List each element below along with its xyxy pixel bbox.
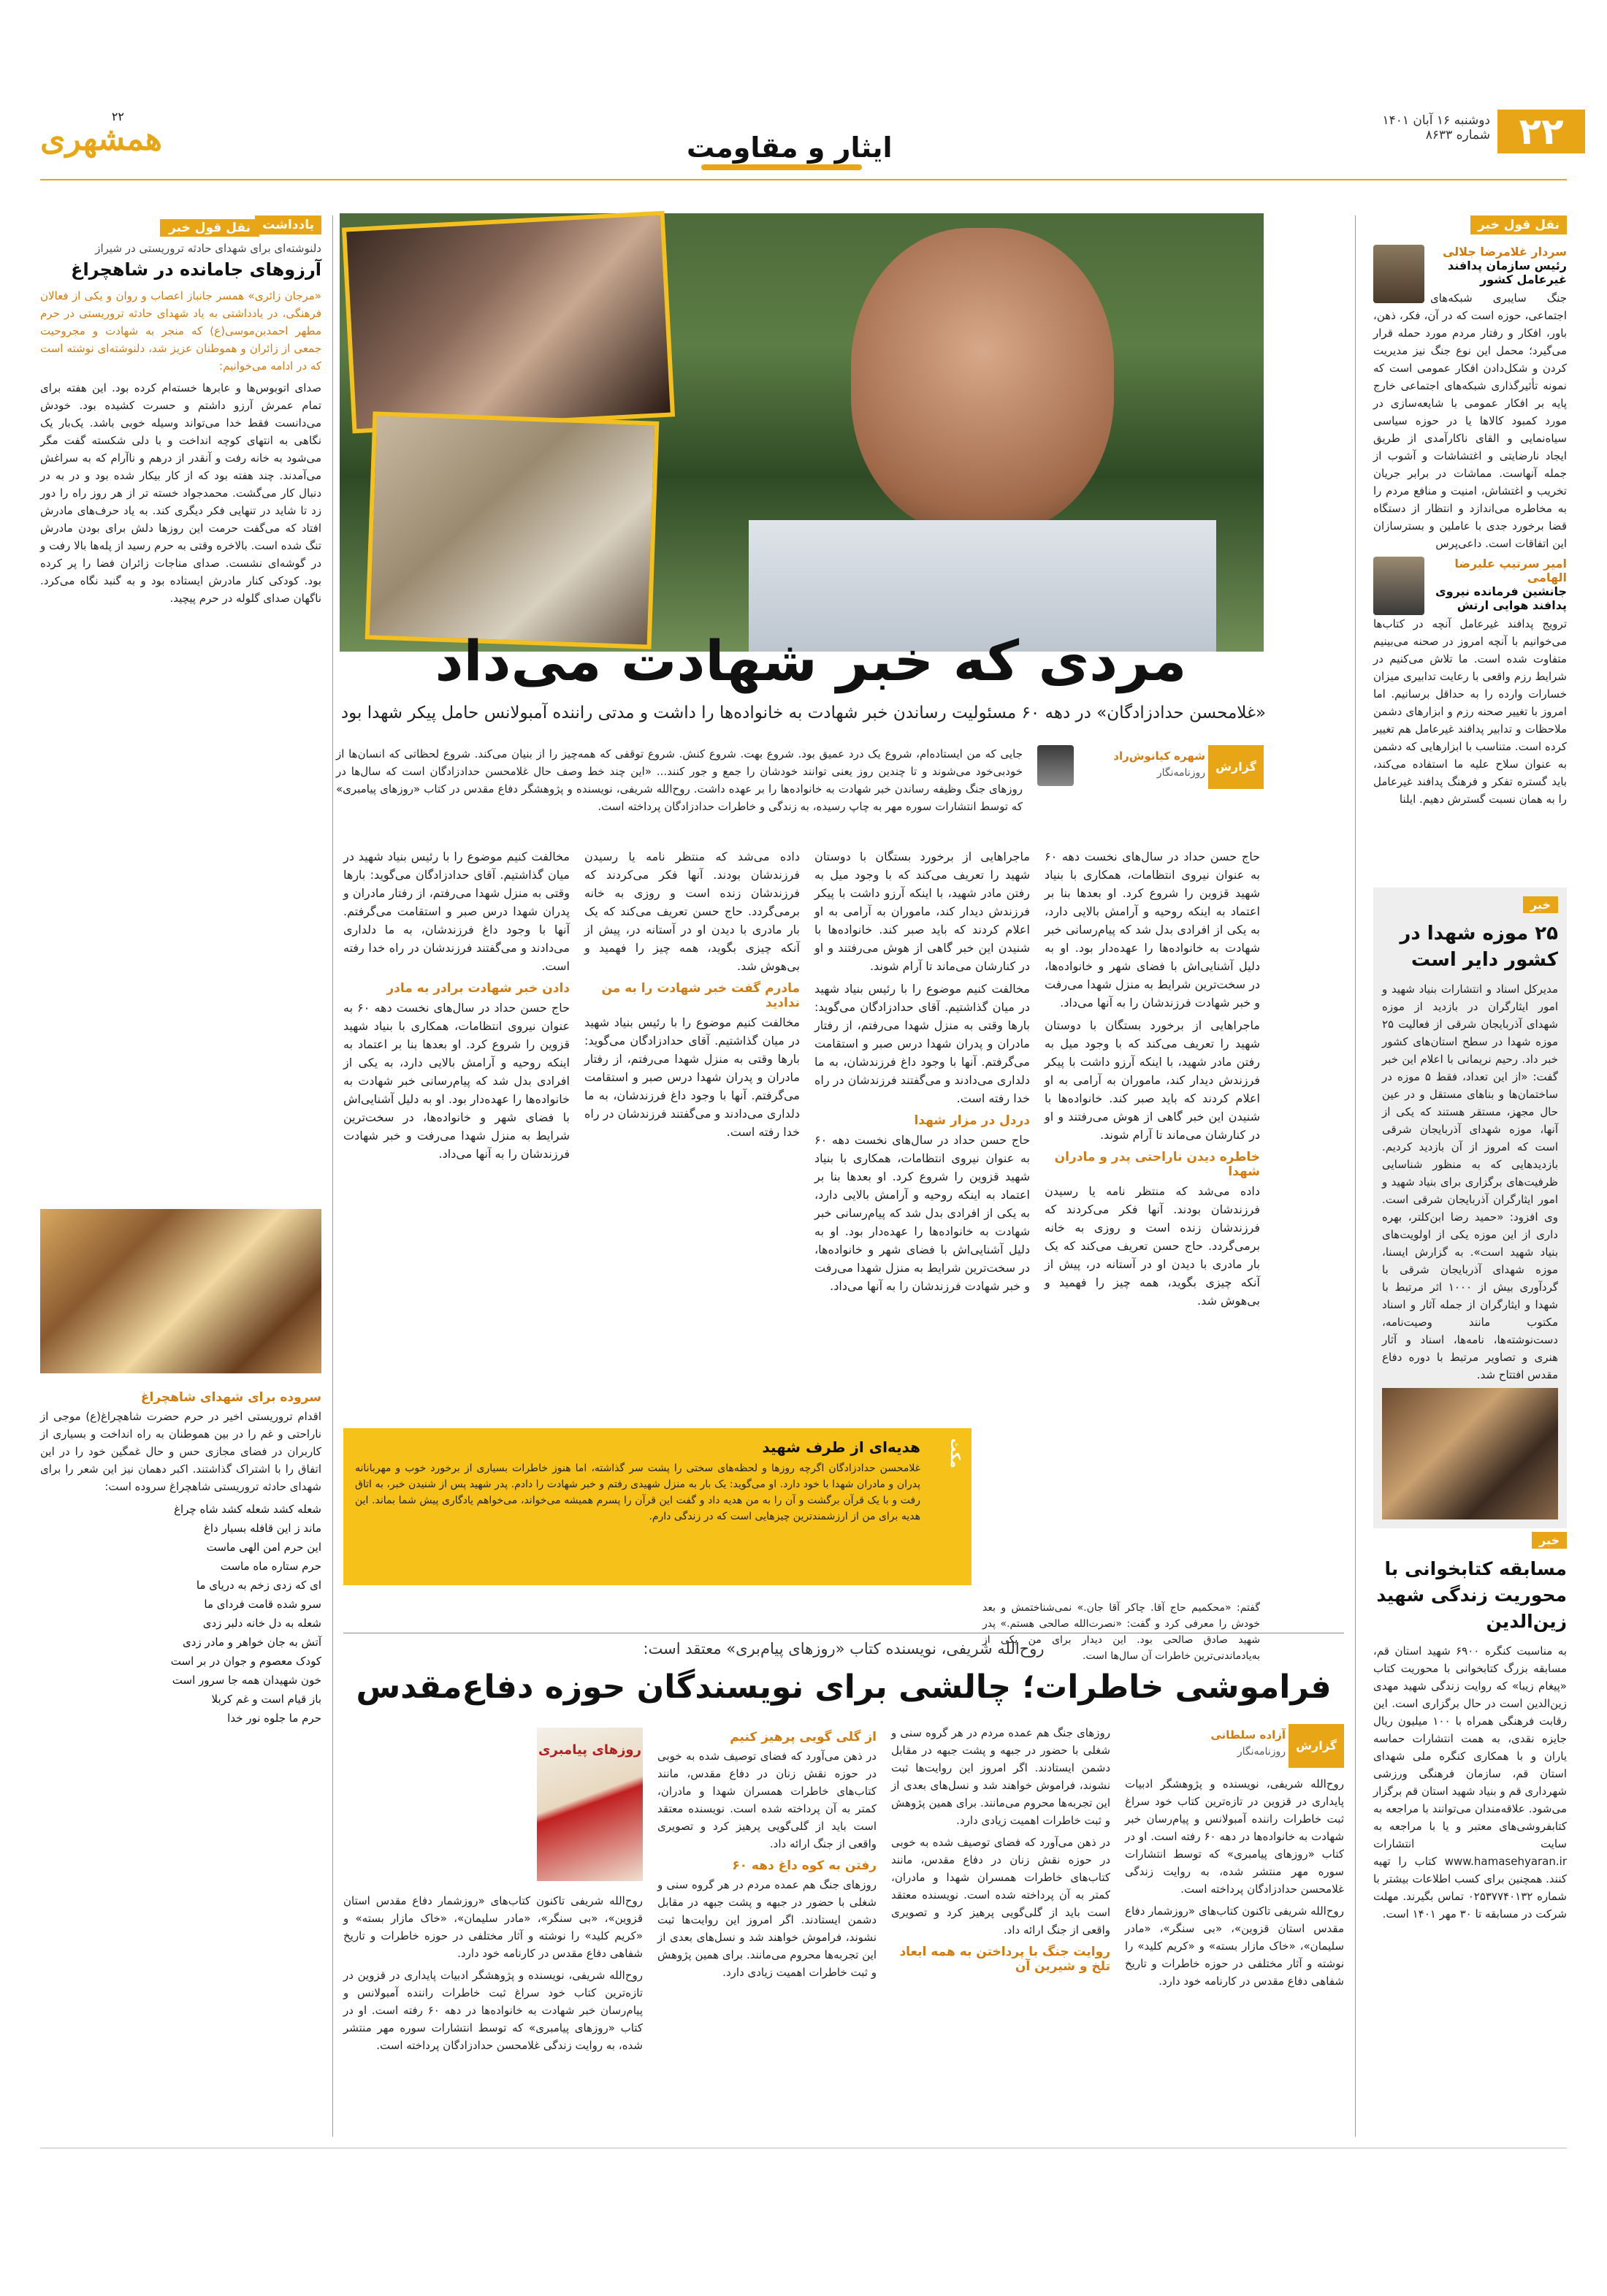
- news1-text: مدیرکل اسناد و انتشارات بنیاد شهید و امور ایثارگران در بازدید از موزه شهدای آذربایجان شرقی از فعالیت ۲۵ موزه شهدا در سطح استان‌های کشور خبر داد. رحیم نریمانی با اعلام این خبر گفت: «از این تعداد، فقط ۵ موزه در ساختمان‌ها و بناهای مستقل و در عین حال مجهز، مستقر هستند که یکی از آنها، موزه شهدای آذربایجان شرقی است که امروز از آن بازدید کردیم. بازدیدهایی که به منظور شناسایی ظرفیت‌های برگزاری برای بنیاد شهید و امور ایثارگران آذربایجان شرقی است. وی افزود: «حمید رضا ابن‌کلتر، بهره داری از این موزه یکی از اولویت‌های بنیاد شهید است». به گزارش ایسنا، موزه شهدای آذربایجان شرقی با گردآوری بیش از ۱۰۰۰ اثر مرتبط با شهدا و ایثارگران از جمله آثار و اسناد مکتوب مانند وصیت‌نامه، دست‌نوشته‌ها، نامه‌ها، اسناد و آثار هنری و تصاویر مرتبط با دوره دفاع مقدس افتتاح شد.: [1382, 983, 1558, 1381]
- news1-title: ۲۵ موزه شهدا در کشور دایر است: [1400, 923, 1558, 971]
- poem-line: ماند ز این قافله بسیار داغ: [203, 1522, 321, 1535]
- poem-line: خون شهیدان همه جا سرور است: [172, 1674, 321, 1687]
- caption-text: گفتم: «محکمیم حاج آقا. چاکر آقا جان.» نمی‌شناختمش و بعد خودش را معرفی کرد و گفت: «نصرت‌الله صالحی هستم.» پدر شهید صادق صالحی بود. این دیدار برای من یکی از به‌یادماندنی‌ترین خاطرات آن سال‌ها است.: [982, 1602, 1260, 1662]
- quote1-name: سردار غلامرضا جلالی: [1442, 245, 1567, 259]
- quote2-role: جانشین فرمانده نیروی پدافند هوایی ارتش: [1435, 584, 1567, 612]
- right-tag-text: نقل قول خبر: [1478, 218, 1560, 232]
- quote1-text: جنگ سایبری شبکه‌های اجتماعی، حوزه است که در آن، فکر، ذهن، باور، افکار و رفتار مردم مورد حمله قرار می‌گیرد؛ محمل این نوع جنگ نیز مدیریت کردن و شکل‌دادن افکار عمومی است که نمونه تأثیرگذاری شبکه‌های اجتماعی خارج پایه بر افکار عمومی با شایعه‌سازی در مورد کمبود کالاها یا در حوزه سیاسی سیاه‌نمایی و القای ناکارآمدی از طریق ایجاد نارضایتی و اغتشاشات و آشوب از جمله آنهاست. مماشات در برابر جریان تخریب و اغتشاش، امنیت و منافع مردم را به مخاطره می‌اندازد و انتظار از دستگاه قضا برخورد جدی با عاملین و بسترسازان این اتفاقات است. داعی‌پرس: [1373, 291, 1567, 550]
- body-text: روح‌الله شریفی، نویسنده و پژوهشگر ادبیات پایداری در قزوین در تازه‌ترین کتاب خود سراغ ثبت خاطرات راننده آمبولانس و پیام‌رسان خبر شهادت به خانواده‌ها در دهه ۶۰ رفته است. او در کتاب «روزهای پیامبری» که توسط انتشارات سوره مهر منتشر شده، به روایت زندگی غلامحسن حدادزادگان پرداخته است.: [1125, 1777, 1344, 1896]
- issue-number: شماره ۸۶۳۳: [1425, 128, 1490, 142]
- left-kicker: دلنوشته‌ای برای شهدای حادثه تروریستی در شیراز: [95, 242, 321, 255]
- poem-line: شعله کشد شعله کشد شاه چراغ: [174, 1503, 321, 1516]
- wartime-photo: [365, 411, 660, 649]
- poem-line: سرو شده قامت فردای ما: [204, 1598, 321, 1611]
- left-tag: [255, 216, 321, 234]
- body-text: ماجراهایی از برخورد بستگان با دوستان شهید را تعریف می‌کند که با وجود میل به رفتن مادر شهید، با اینکه آرزو داشت با پیکر فرزندش دیدار کند، ماموران به آرامی به او اعلام کردند که باید صبر کند. خانواده‌ها با شنیدن این خبر گاهی از هوش می‌رفتند و او در کنارشان می‌ماند تا آرام شوند.: [1045, 1018, 1260, 1142]
- news2-title: مسابقه کتابخوانی با محوریت زندگی شهید زین‌الدین: [1376, 1558, 1567, 1632]
- quote1-role: رئیس سازمان پدافند غیرعامل کشور: [1447, 259, 1567, 286]
- left-column: [40, 216, 321, 611]
- poem-line: آتش به جان خواهر و مادر زدی: [183, 1636, 321, 1649]
- interview-byline: [1125, 1724, 1344, 1768]
- poem-line: حرم ما جلوه نور خدا: [227, 1712, 321, 1725]
- news-tag: [1523, 896, 1558, 913]
- masthead-rule: [40, 179, 1567, 180]
- section-title: ایثار و مقاومت: [687, 131, 893, 164]
- news-tag-text: خبر: [1538, 1533, 1560, 1547]
- poem-lines: [40, 1500, 321, 1728]
- subhead: دادن خبر شهادت برادر به مادر: [386, 981, 570, 996]
- subhead: روایت جنگ با پرداختن به همه ابعاد تلخ و شیرین آن: [899, 1945, 1110, 1974]
- body-text: در ذهن می‌آورد که فضای توصیف شده به خوبی در حوزه نقش زنان در دفاع مقدس، مانند کتاب‌های خاطرات همسران شهدا و مادران، کمتر به آن پرداخته شده است. نویسنده معتقد است باید از گلی‌گویی پرهیز کرد و تصویری واقعی از جنگ ارائه داد.: [891, 1836, 1110, 1937]
- lead-byline: [1037, 745, 1264, 789]
- avatar: [1373, 245, 1424, 303]
- callout-title: هدیه‌ای از طرف شهید: [762, 1438, 920, 1456]
- poem-line: شعله به دل خانه دلبر زدی: [202, 1617, 321, 1630]
- author-name: آزاده سلطانی: [1210, 1728, 1286, 1742]
- quote2-text: ترویج پدافند غیرعامل آنچه در کتاب‌ها می‌خوانیم با آنچه امروز در صحنه می‌بینیم متفاوت شده است. ما تلاش می‌کنیم در شرایط رزم واقعی با رعایت تدابیری میزان خسارات وارده را به حداقل برسانیم. اما امروز با تغییر صحنه رزم و ابزارهای دشمن ملاحظات و تدابیر پدافند غیرعامل هم تغییر کرده است. متناسب با ابزارهایی که دشمن به عنوان سلاح علیه ما استفاده می‌کند، باید گستره تفکر و فرهنگ پدافند غیرعامل را به همان نسبت گسترش دهیم. ایلنا: [1373, 617, 1567, 806]
- section-underline: [701, 164, 862, 170]
- subhead: خاطره دیدن ناراحتی پدر و مادران شهدا: [1054, 1150, 1260, 1179]
- subhead: از گلی گویی پرهیز کنیم: [730, 1730, 877, 1744]
- body-text: روح‌الله شریفی تاکنون کتاب‌های «روزشمار دفاع مقدس استان قزوین»، «بی سنگر»، «مادر سلیمان»، «خاک مازار بسته» و «کریم کلید» را نوشته و آثار مختلفی در حوزه خاطرات و تاریخ شفاهی دفاع مقدس در کارنامه خود دارد.: [1125, 1904, 1344, 1988]
- report-tag-text: گزارش: [1295, 1739, 1337, 1752]
- ceremony-photo: [342, 211, 675, 434]
- callout-text: غلامحسن حدادزادگان اگرچه روزها و لحظه‌های سختی را پشت سر گذاشته، اما هنوز خاطرات بسیاری از برخورد خوب و مهربانانه پدران و مادران شهدا با خود دارد. او می‌گوید: یک بار به منزل شهیدی رفتم و خبر شهادت را دادم. پدر شهید پس از شنیدن خبر، به اتاق رفت و با یک قرآن برگشت و آن را به من هدیه داد و گفت این قرآن را پسرم همیشه می‌خواند، می‌خواهم یادگاری پیش شما بماند. این هدیه برای من از ارزشمندترین چیزهایی است که در زندگی دارم.: [355, 1462, 920, 1522]
- news-box-1: [1373, 888, 1567, 1528]
- quote2-card: [1373, 557, 1567, 808]
- poem-title: سروده برای شهدای شاهچراغ: [140, 1390, 321, 1405]
- column-divider: [332, 216, 333, 2137]
- lead-col-1: [1045, 847, 1260, 1314]
- interview-col-1: [1125, 1775, 1344, 1994]
- interview-col-4: [343, 1892, 643, 2059]
- report-tag: [1289, 1724, 1344, 1768]
- lead-title: مردی که خبر شهادت می‌داد: [435, 628, 1187, 693]
- intro-text: جایی که من ایستاده‌ام، شروع یک درد عمیق بود. شروع بهت. شروع کنش. شروع توقفی که همه‌چیز را از بنیان می‌کند. شروع لحظاتی که انسان‌ها از خودبی‌خود می‌شوند و تا چندین روز یعنی توانند خودشان را جمع و جور کنند... «این چند خط وصف حال غلامحسن حدادزادگان است که سال‌ها در روزهای جنگ وظیفه رساندن خبر شهادت به خانواده‌ها را بر عهده داشت. روح‌الله شریفی، نویسنده و پژوهشگر دفاع مقدس در کتاب «روزهای پیامبری» که توسط انتشارات سوره مهر به چاپ رسیده، به زندگی و خاطرات حدادزادگان پرداخته است.: [336, 747, 1023, 813]
- lead-col-2: [814, 847, 1030, 1300]
- shrine-photo: [40, 1209, 321, 1373]
- news-tag: [1532, 1532, 1567, 1549]
- quote-tag: نقل قول خبر: [160, 219, 259, 237]
- portrait-face: [851, 228, 1114, 535]
- author-role: روزنامه‌نگار: [1156, 767, 1205, 779]
- page-number-text: ۲۲: [1519, 110, 1564, 153]
- left-intro: «مرجان زائری» همسر جانباز اعصاب و روان و یکی از فعالان فرهنگی، در یادداشتی به یاد شهدای حادثه تروریستی در حرم مطهر احمدبن‌موسی(ع) که منجر به شهادت و مجروحیت جمعی از زائران و هموطنان عزیز شد، دلنوشته‌ای نوشته است که در ادامه می‌خوانیم:: [40, 289, 321, 373]
- body-text: روح‌الله شریفی، نویسنده و پژوهشگر ادبیات پایداری در قزوین در تازه‌ترین کتاب خود سراغ ثبت خاطرات راننده آمبولانس و پیام‌رسان خبر شهادت به خانواده‌ها در دهه ۶۰ رفته است. او در کتاب «روزهای پیامبری» که توسط انتشارات سوره مهر منتشر شده، به روایت زندگی غلامحسن حدادزادگان پرداخته است.: [343, 1969, 643, 2052]
- body-text: در ذهن می‌آورد که فضای توصیف شده به خوبی در حوزه نقش زنان در دفاع مقدس، مانند کتاب‌های خاطرات همسران شهدا و مادران، کمتر به آن پرداخته شده است. نویسنده معتقد است باید از گلی‌گویی پرهیز کرد و تصویری واقعی از جنگ ارائه داد.: [657, 1750, 877, 1850]
- body-text: ماجراهایی از برخورد بستگان با دوستان شهید را تعریف می‌کند که با وجود میل به رفتن مادر شهید، با اینکه آرزو داشت با پیکر فرزندش دیدار کند، ماموران به آرامی به او اعلام کردند که باید صبر کند. خانواده‌ها با شنیدن این خبر گاهی از هوش می‌رفتند و او در کنارشان می‌ماند تا آرام شوند.: [814, 850, 1030, 973]
- page-number-box: [1497, 110, 1585, 153]
- poem-line: کودک معصوم و جوان در بر است: [170, 1655, 321, 1668]
- author-name: شهره کیانوش‌راد: [1113, 750, 1205, 763]
- body-text: روح‌الله شریفی تاکنون کتاب‌های «روزشمار دفاع مقدس استان قزوین»، «بی سنگر»، «مادر سلیمان»، «خاک مازار بسته» و «کریم کلید» را نوشته و آثار مختلفی در حوزه خاطرات و تاریخ شفاهی دفاع مقدس در کارنامه خود دارد.: [343, 1894, 643, 1960]
- caption-text-wrap: [982, 1600, 1260, 1668]
- news2-text: به مناسبت کنگره ۶۹۰۰ شهید استان قم، مسابقه بزرگ کتابخوانی با محوریت کتاب «پیغام زیبا» که روایت زندگی شهید مهدی زین‌الدین است در حال برگزاری است. این رقابت فرهنگی همراه با ۱۰۰ میلیون ریال جایزه نقدی، به همت انتشارات حماسه یاران و با همکاری کنگره ملی شهدای استان قم، سازمان فرهنگی ورزشی شهرداری قم و بنیاد شهید استان قم برگزار می‌شود. علاقه‌مندان می‌توانند با مراجعه به کتابفروشی‌های معتبر و یا با مراجعه به سایت انتشارات www.hamasehyaran.ir کتاب را تهیه کنند. همچنین برای کسب اطلاعات بیشتر با شماره ۰۲۵۳۷۷۴۰۱۳۲ تماس بگیرند. مهلت شرکت در مسابقه تا ۳۰ مهر ۱۴۰۱ است.: [1373, 1644, 1568, 1921]
- body-text: مخالفت کنیم موضوع را با رئیس بنیاد شهید در میان گذاشتیم. آقای حدادزادگان می‌گوید: بارها وقتی به منزل شهدا می‌رفتم، از رفتار مادران و پدران شهدا درس صبر و استقامت می‌گرفتم. آنها با وجود داغ فرزندشان، به ما دلداری می‌دادند و می‌گفتند فرزندشان در راه خدا رفته است.: [584, 1015, 800, 1139]
- body-text: داده می‌شد که منتظر نامه یا رسیدن فرزندشان بودند. آنها فکر می‌کردند که فرزندشان زنده است و روزی به خانه برمی‌گردد. حاج حسن تعریف می‌کند که یک بار مادری با دیدن او در آستانه در، پیش از آنکه چیزی بگوید، همه چیز را فهمید و بی‌هوش شد.: [1045, 1184, 1260, 1308]
- poem-line: حرم ستاره ماه ماست: [220, 1560, 321, 1573]
- body-text: حاج حسن حداد در سال‌های نخست دهه ۶۰ به عنوان نیروی انتظامات، همکاری با بنیاد شهید قزوین را شروع کرد. او بعدها بنا بر اعتماد به اینکه روحیه و آرامش بالایی دارد، به یکی از افرادی بدل شد که پیام‌رسانی خبر شهادت به خانواده‌ها را عهده‌دار بود. او به دلیل آشنایی‌اش با فضای شهر و خانواده‌ها، در سخت‌ترین شرایط به منزل شهدا می‌رفت و خبر شهادت فرزندشان را به آنها می‌داد.: [343, 1001, 570, 1161]
- news-tag-text: خبر: [1530, 898, 1551, 912]
- poem-intro: اقدام تروریستی اخیر در حرم حضرت شاهچراغ(ع) موجی از ناراحتی و غم را در بین هموطنان به راه انداخت و بسیاری از کاربران در فضای مجازی حس و حال غمگین خود را در این اتفاق را با اشتراک گذاشتند. اکبر دهمان نیز این شعر را برای شهدای حادثه تروریستی شاهچراغ سروده است:: [40, 1410, 321, 1493]
- lead-col-4: [343, 847, 570, 1167]
- poem-section: [40, 1384, 321, 1728]
- body-text: مخالفت کنیم موضوع را با رئیس بنیاد شهید در میان گذاشتیم. آقای حدادزادگان می‌گوید: بارها وقتی به منزل شهدا می‌رفتم، از رفتار مادران و پدران شهدا درس صبر و استقامت می‌گرفتم. آنها با وجود داغ فرزندشان، به ما دلداری می‌دادند و می‌گفتند فرزندشان در راه خدا رفته است.: [343, 850, 570, 973]
- callout-box: [343, 1428, 972, 1585]
- avatar: [1373, 557, 1424, 615]
- subhead: رفتن به کوه داغ دهه ۶۰: [732, 1858, 877, 1873]
- author-role: روزنامه‌نگار: [1237, 1746, 1286, 1758]
- left-title: آرزوهای جامانده در شاهچراغ: [71, 259, 321, 280]
- body-text: حاج حسن حداد در سال‌های نخست دهه ۶۰ به عنوان نیروی انتظامات، همکاری با بنیاد شهید قزوین را شروع کرد. او بعدها بنا بر اعتماد به اینکه روحیه و آرامش بالایی دارد، به یکی از افرادی بدل شد که پیام‌رسانی خبر شهادت به خانواده‌ها را عهده‌دار بود. او به دلیل آشنایی‌اش با فضای شهر و خانواده‌ها، در سخت‌ترین شرایط به منزل شهدا می‌رفت و خبر شهادت فرزندشان را به آنها می‌داد.: [814, 1133, 1030, 1293]
- museum-photo: [1382, 1388, 1558, 1519]
- newspaper-logo: همشهری: [40, 121, 162, 158]
- interview-kicker: روح‌الله شریفی، نویسنده کتاب «روزهای پیام‌بری» معتقد است:: [643, 1640, 1045, 1658]
- poem-line: ای که زدی زخم به دریای ما: [196, 1579, 321, 1592]
- quote1-card: [1373, 245, 1567, 552]
- subhead: دردل در مزار شهدا: [914, 1113, 1030, 1128]
- body-text: مخالفت کنیم موضوع را با رئیس بنیاد شهید در میان گذاشتیم. آقای حدادزادگان می‌گوید: بارها وقتی به منزل شهدا می‌رفتم، از رفتار مادران و پدران شهدا درس صبر و استقامت می‌گرفتم. آنها با وجود داغ فرزندشان، به ما دلداری می‌دادند و می‌گفتند فرزندشان در راه خدا رفته است.: [814, 982, 1030, 1105]
- interview-col-2: [891, 1724, 1110, 1977]
- poem-line: این حرم امن الهی ماست: [206, 1541, 321, 1554]
- issue-date: [1382, 113, 1490, 142]
- body-text: داده می‌شد که منتظر نامه یا رسیدن فرزندشان بودند. آنها فکر می‌کردند که فرزندشان زنده است و روزی به خانه برمی‌گردد. حاج حسن تعریف می‌کند که یک بار مادری با دیدن او در آستانه در، پیش از آنکه چیزی بگوید، همه چیز را فهمید و بی‌هوش شد.: [584, 850, 800, 973]
- body-text: حاج حسن حداد در سال‌های نخست دهه ۶۰ به عنوان نیروی انتظامات، همکاری با بنیاد شهید قزوین را شروع کرد. او بعدها بنا بر اعتماد به اینکه روحیه و آرامش بالایی دارد، به یکی از افرادی بدل شد که پیام‌رسانی خبر شهادت به خانواده‌ها را عهده‌دار بود. او به دلیل آشنایی‌اش با فضای شهر و خانواده‌ها، در سخت‌ترین شرایط به منزل شهدا می‌رفت و خبر شهادت فرزندشان را به آنها می‌داد.: [1045, 850, 1260, 1010]
- report-tag: [1208, 745, 1264, 789]
- subhead: مادرم گفت خبر شهادت را به من ندادید: [601, 981, 800, 1010]
- right-column: [1373, 216, 1567, 812]
- report-tag-text: گزارش: [1215, 760, 1256, 774]
- interview-title: فراموشی خاطرات؛ چالشی برای نویسندگان حوزه دفاع‌مقدس: [356, 1668, 1332, 1706]
- right-tag: [1470, 216, 1567, 234]
- lead-subtitle: «غلامحسن حدادزادگان» در دهه ۶۰ مسئولیت رساندن خبر شهادت به خانواده‌ها را داشت و مدتی راننده آمبولانس حامل پیکر شهدا بود: [340, 703, 1267, 722]
- poem-line: باز قیام است و غم کربلا: [211, 1693, 321, 1706]
- quote2-name: امیر سرتیپ علیرضا الهامی: [1454, 557, 1567, 584]
- column-divider: [1355, 216, 1356, 2137]
- callout-kicker: مکث: [947, 1438, 963, 1468]
- book-cover: [537, 1728, 643, 1881]
- interview-col-3: [657, 1724, 877, 1986]
- book-title: روزهای پیامبری: [538, 1742, 641, 1758]
- lead-col-3: [584, 847, 800, 1145]
- news-box-2: [1373, 1523, 1567, 1936]
- left-tag-text: یادداشت: [262, 218, 314, 232]
- avatar: [1037, 745, 1074, 786]
- left-body: صدای اتوبوس‌ها و عابرها خسته‌ام کرده بود. این هفته برای تمام عمرش آرزو داشتم و حسرت کشیده بود. خودش می‌دانست فقط خدا می‌تواند وسیله خوبی باشد. یک‌بار یک نگاهی به انتهای کوچه انداخت و با دلی شکسته گفت مگر می‌شود به خانه رفت و آنقدر از درهم و ناآرام که به سراغش می‌آمدند. چند هفته بود که از کار بیکار شده بود و در به در دنبال کار می‌گشت. محمدجواد خسته تر از هر روز راه را دور زد تا شاید در تنهایی فکر دیگری کند. به یاد حرف‌های مادرش افتاد که می‌گفت حرمت این روزها دلش برای بودن مادرش تنگ شده است. بالاخره وقتی به حرم رسید از پله‌ها بالا رفت و در گوشه‌ای نشست. صدای مناجات زائران فضا را پر کرده بود. کودکی کنار مادرش ایستاده بود و به گنبد نگاه می‌کرد. ناگهان صدای گلوله در حرم پیچید.: [40, 381, 321, 605]
- lead-intro: [336, 745, 1023, 820]
- body-text: روزهای جنگ هم عمده مردم در هر گروه سنی و شغلی با حضور در جبهه و پشت جبهه در مقابل دشمن ایستادند. اگر امروز این روایت‌ها ثبت نشوند، فراموش خواهند شد و نسل‌های بعدی از این تجربه‌ها محروم می‌مانند. برای همین پژوهش و ثبت خاطرات اهمیت زیادی دارد.: [891, 1726, 1110, 1827]
- body-text: روزهای جنگ هم عمده مردم در هر گروه سنی و شغلی با حضور در جبهه و پشت جبهه در مقابل دشمن ایستادند. اگر امروز این روایت‌ها ثبت نشوند، فراموش خواهند شد و نسل‌های بعدی از این تجربه‌ها محروم می‌مانند. برای همین پژوهش و ثبت خاطرات اهمیت زیادی دارد.: [657, 1878, 877, 1979]
- date-text: دوشنبه ۱۶ آبان ۱۴۰۱: [1382, 113, 1490, 128]
